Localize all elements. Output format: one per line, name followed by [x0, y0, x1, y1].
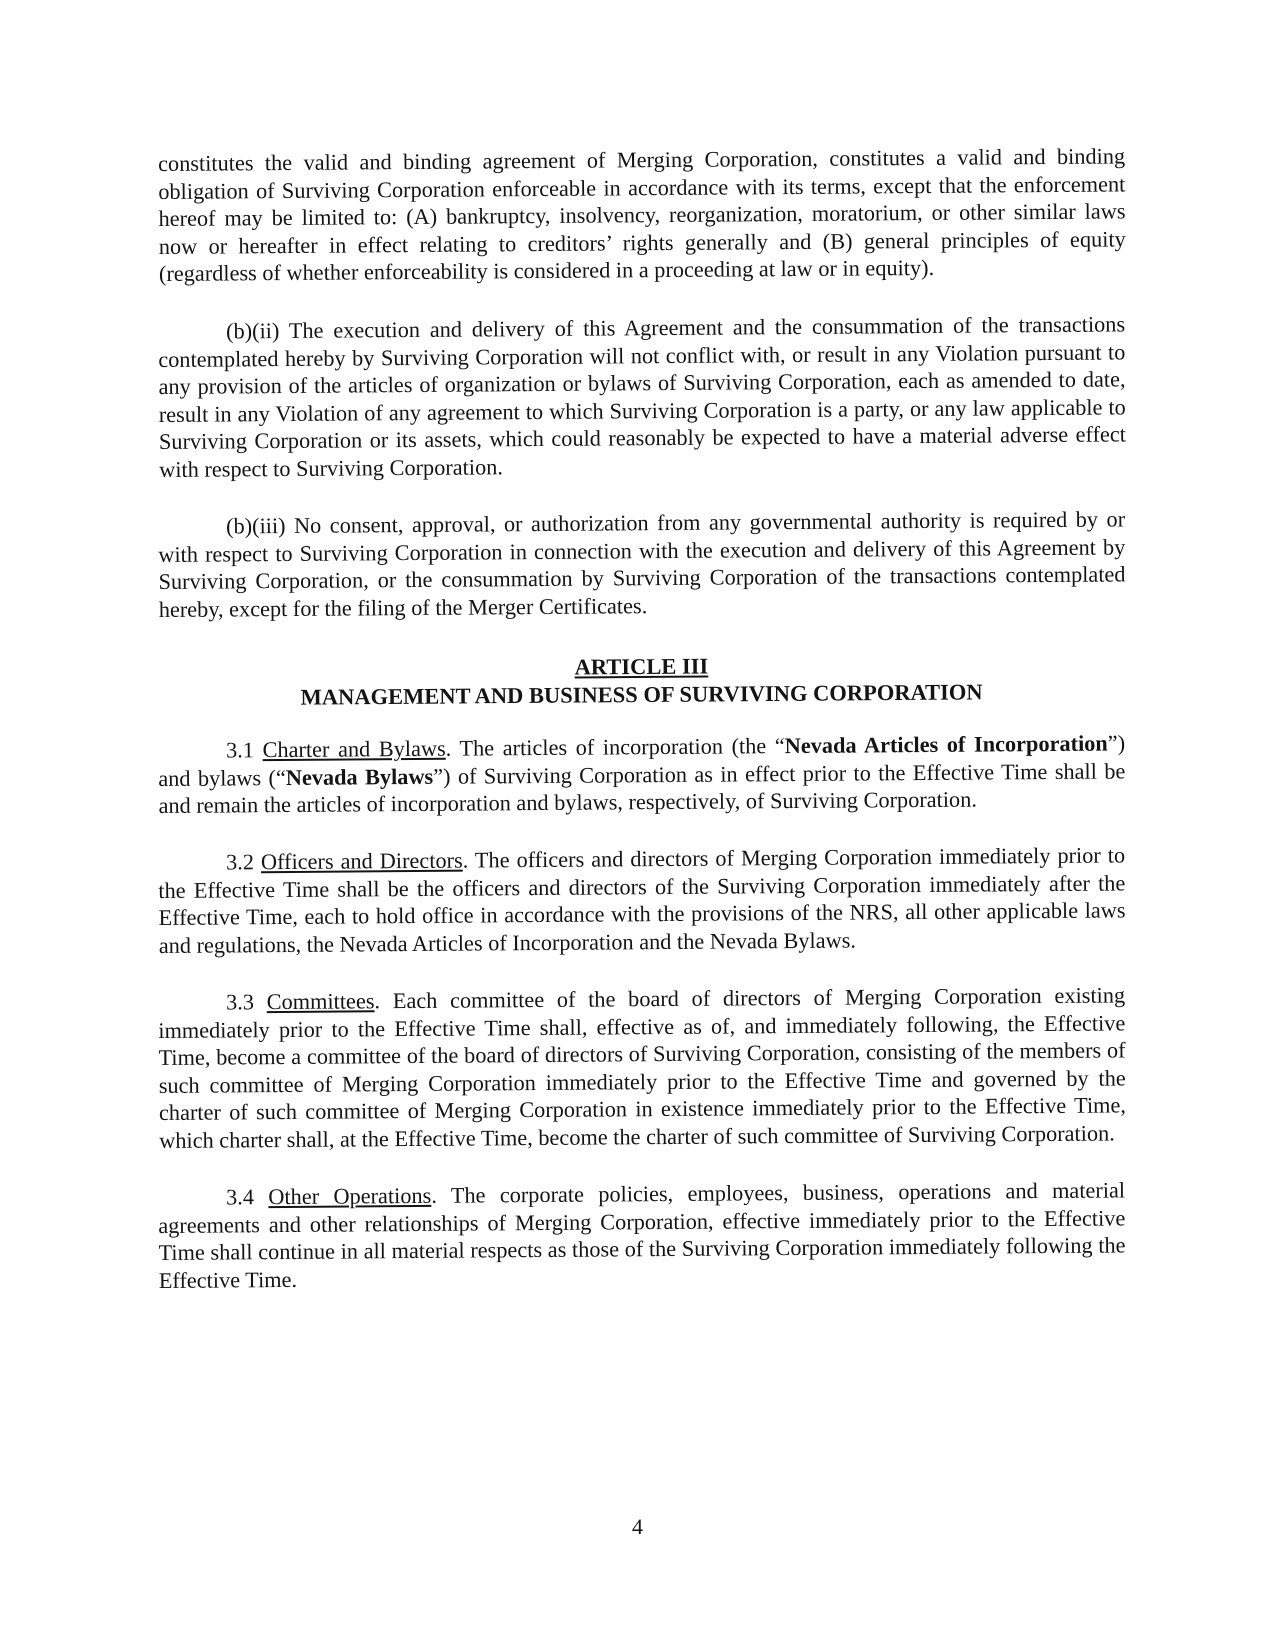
section-heading: Officers and Directors: [260, 847, 463, 875]
section-3-4: [158, 1176, 1126, 1294]
section-heading: Other Operations: [268, 1182, 432, 1210]
article-title: MANAGEMENT AND BUSINESS OF SURVIVING CORPORATION: [300, 678, 983, 710]
defined-term-articles: Nevada Articles of Incorporation: [784, 730, 1108, 758]
section-number: 3.1: [226, 736, 255, 762]
section-text: . The articles of incorporation (the “: [445, 732, 785, 761]
section-number: 3.3: [226, 989, 255, 1015]
article-heading: [158, 649, 1125, 713]
section-3-2: [158, 841, 1126, 959]
defined-term-bylaws: Nevada Bylaws: [285, 762, 434, 789]
section-heading: Committees: [266, 988, 375, 1015]
section-text: . The corporate policies, employees, business, operations and material agreements and other relationships of Merging Corporation, effective immediately prior to the Effective Time shall continue in all material respects as those of the Surviving Corporation immediately following the Effective Time.: [158, 1177, 1126, 1293]
section-number: 3.4: [226, 1184, 255, 1210]
section-text: . Each committee of the board of directors of Merging Corporation existing immediately prior to the Effective Time shall, effective as of, and immediately following, the Effective Time, become a committee of the board of directors of Surviving Corporation, consisting of the members of such committee of Merging Corporation immediately prior to the Effective Time and governed by the charter of such committee of Merging Corporation in existence immediately prior to the Effective Time, which charter shall, at the Effective Time, become the charter of such committee of Surviving Corporation.: [158, 982, 1127, 1153]
section-3-1: [158, 729, 1126, 819]
section-text: ”) and bylaws (“: [158, 729, 1126, 790]
page-number: 4: [632, 1514, 643, 1539]
paragraph-b-ii: (b)(ii) The execution and delivery of this Agreement and the consummation of the transactions contemplated hereby by Surviving Corporation will not conflict with, or result in any Violation pursuant to any provision of the articles of organization or bylaws of Surviving Corporation, each as amended to date, result in any Violation of any agreement to which Surviving Corporation is a party, or any law applicable to Surviving Corporation or its assets, which could reasonably be expected to have a material adverse effect with respect to Surviving Corporation.: [158, 310, 1127, 481]
section-text: . The officers and directors of Merging Corporation immediately prior to the Effective Time shall be the officers and directors of the Surviving Corporation immediately after the Effective Time, each to hold office in accordance with the provisions of the NRS, all other applicable laws and regulations, the Nevada Articles of Incorporation and the Nevada Bylaws.: [158, 842, 1126, 958]
section-number: 3.2: [226, 849, 255, 875]
article-number: ARTICLE III: [574, 652, 709, 680]
section-heading: Charter and Bylaws: [262, 735, 446, 762]
paragraph-b-iii: (b)(iii) No consent, approval, or authorization from any governmental authority is required by or with respect to Surviving Corporation in connection with the execution and delivery of this Agreement by Surviving Corporation, or the consummation by Surviving Corporation of the transactions contemplated hereby, except for the filing of the Merger Certificates.: [158, 505, 1126, 621]
paragraph-continuation: constitutes the valid and binding agreement of Merging Corporation, constitutes a valid and binding obligation of Surviving Corporation enforceable in accordance with its terms, except that the enforcement hereof may be limited to: (A) bankruptcy, insolvency, reorganization, moratorium, or other similar laws now or hereafter in effect relating to creditors’ rights generally and (B) general principles of equity (regardless of whether enforceability is considered in a proceeding at law or in equity).: [158, 143, 1126, 286]
section-3-3: [158, 981, 1126, 1154]
section-text: ”) of Surviving Corporation as in effect prior to the Effective Time shall be and remain the articles of incorporation and bylaws, respectively, of Surviving Corporation.: [158, 757, 1126, 818]
